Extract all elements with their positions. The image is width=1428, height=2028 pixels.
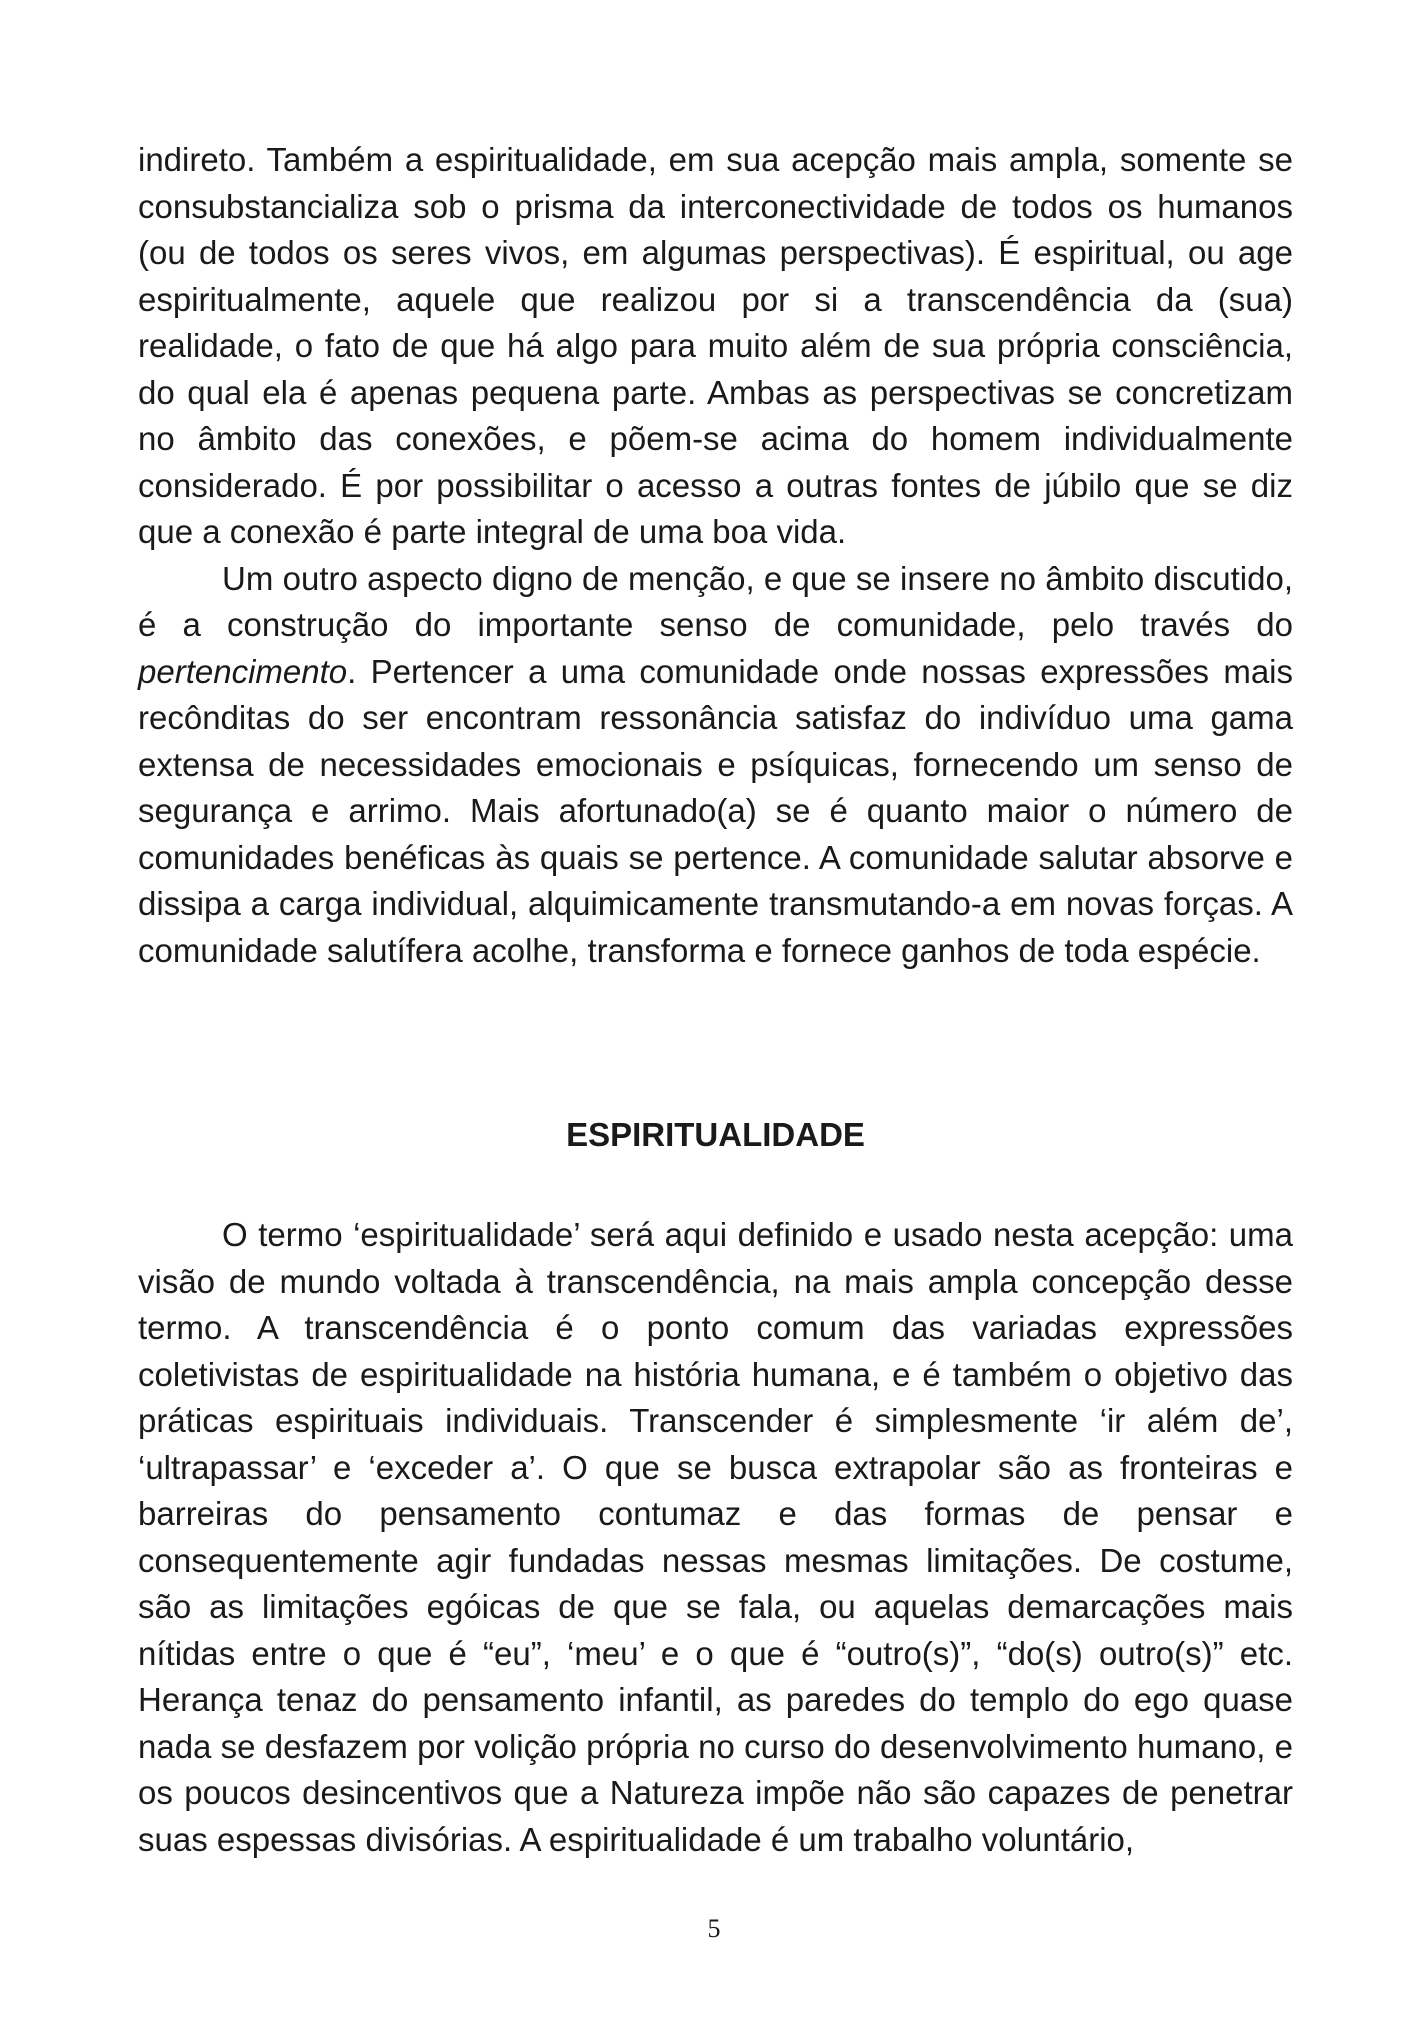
paragraph-2: [138, 556, 1293, 975]
text-block-bottom: [138, 1212, 1293, 1863]
text-block-top: [138, 137, 1293, 974]
paragraph-2-emphasis: pertencimento: [138, 652, 348, 690]
paragraph-2-text-after: . Pertencer a uma comunidade onde nossas expressões mais recônditas do ser encontram ressonância satisfaz do indivíduo uma gama extensa de necessidades emocionais e psíquicas, fornecendo um senso de segurança e arrimo. Mais afortunado(a) se é quanto maior o número de comunidades benéficas às quais se pertence. A comunidade salutar absorve e dissipa a carga individual, alquimicamente transmutando-a em novas forças. A comunidade salutífera acolhe, transforma e fornece ganhos de toda espécie.: [138, 652, 1293, 969]
paragraph-2-text-before: Um outro aspecto digno de menção, e que se insere no âmbito discutido, é a construção do importante senso de comunidade, pelo través do: [138, 559, 1293, 643]
page-number: 5: [707, 1914, 721, 1943]
section-heading: ESPIRITUALIDADE: [566, 1116, 865, 1153]
paragraph-1: indireto. Também a espiritualidade, em sua acepção mais ampla, somente se consubstancializa sob o prisma da interconectividade de todos os humanos (ou de todos os seres vivos, em algumas perspectivas). É espiritual, ou age espiritualmente, aquele que realizou por si a transcendência da (sua) realidade, o fato de que há algo para muito além de sua própria consciência, do qual ela é apenas pequena parte. Ambas as perspectivas se concretizam no âmbito das conexões, e põem-se acima do homem individualmente considerado. É por possibilitar o acesso a outras fontes de júbilo que se diz que a conexão é parte integral de uma boa vida.: [138, 141, 1293, 550]
paragraph-3: O termo ‘espiritualidade’ será aqui definido e usado nesta acepção: uma visão de mundo voltada à transcendência, na mais ampla concepção desse termo. A transcendência é o ponto comum das variadas expressões coletivistas de espiritualidade na história humana, e é também o objetivo das práticas espirituais individuais. Transcender é simplesmente ‘ir além de’, ‘ultrapassar’ e ‘exceder a’. O que se busca extrapolar são as fronteiras e barreiras do pensamento contumaz e das formas de pensar e consequentemente agir fundadas nessas mesmas limitações. De costume, são as limitações egóicas de que se fala, ou aquelas demarcações mais nítidas entre o que é “eu”, ‘meu’ e o que é “outro(s)”, “do(s) outro(s)” etc. Herança tenaz do pensamento infantil, as paredes do templo do ego quase nada se desfazem por volição própria no curso do desenvolvimento humano, e os poucos desincentivos que a Natureza impõe não são capazes de penetrar suas espessas divisórias. A espiritualidade é um trabalho voluntário,: [138, 1216, 1293, 1858]
